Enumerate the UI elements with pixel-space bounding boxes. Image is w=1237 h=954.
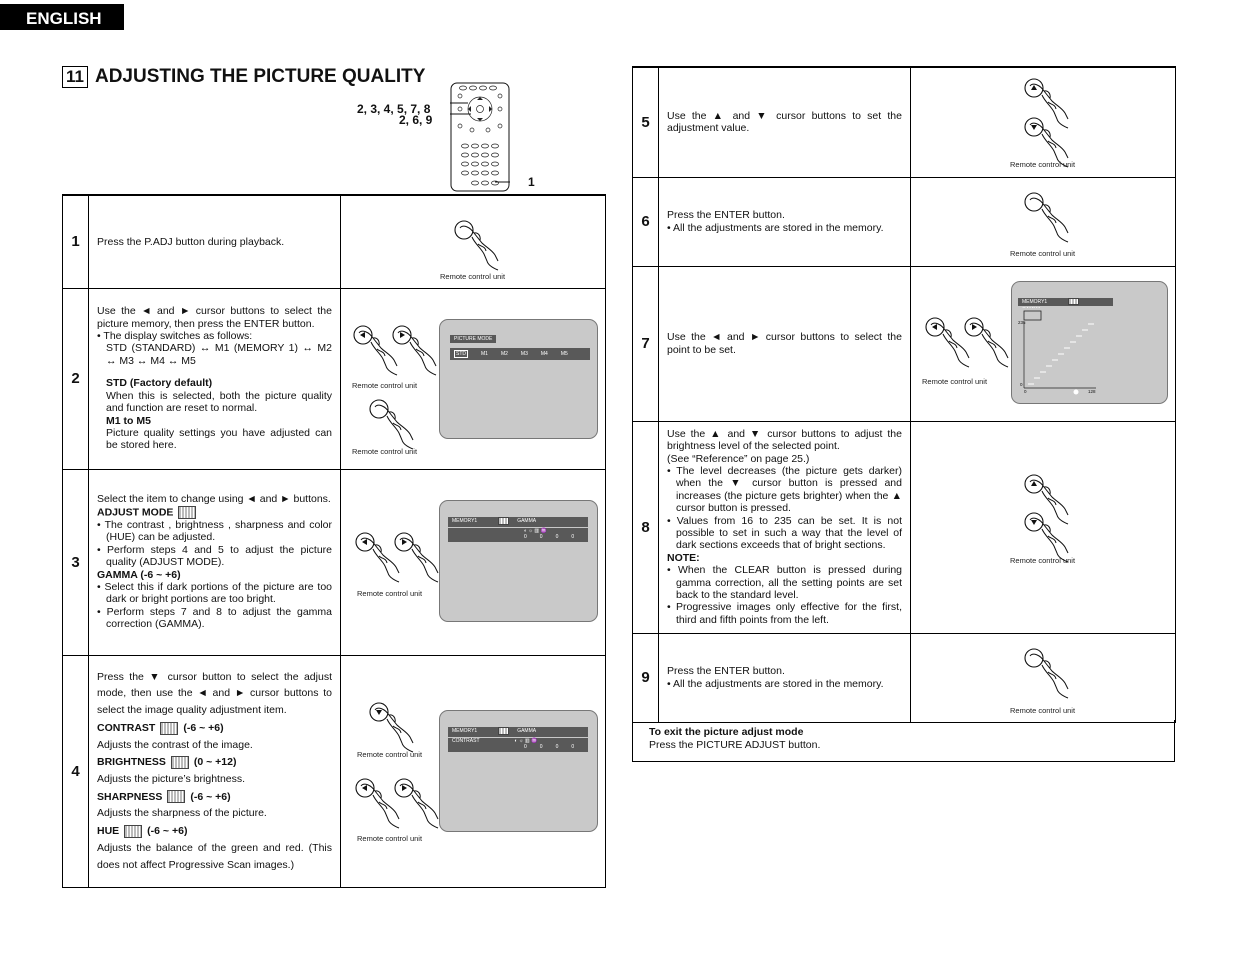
step-figure	[911, 633, 1176, 722]
step-figure	[911, 67, 1176, 177]
step-row-4	[63, 655, 606, 887]
figure-caption: Remote control unit	[440, 272, 506, 281]
step-description: Select the item to change using ◄ and ► buttons. ADJUST MODE • The contrast , brightness , sharpness and color (HUE) can be adjusted. • Perform steps 4 and 5 to adjust the picture quality (ADJUST MODE). GAMMA (-6 ~ +6) • Select this if dark portions of the picture are too dark or bright portions are too bright. • Perform steps 7 and 8 to adjust the gamma correction (GAMMA).	[89, 469, 341, 655]
step-row-8	[633, 421, 1176, 633]
step-description: Use the ◄ and ► cursor buttons to select the picture memory, then press the ENTER button. • The display switches as follows: STD (STANDARD) ↔ M1 (MEMORY 1) ↔ M2 ↔ M3 ↔ M4 ↔ M5 STD (Factory default) When this is selected, both the picture quality and function are reset to normal. M1 to M5 Picture quality settings you have adjusted can be stored here.	[89, 288, 341, 469]
osd-title: PICTURE MODE	[450, 335, 496, 343]
adjust-mode-icon	[178, 506, 196, 519]
language-tab: ENGLISH	[0, 4, 124, 30]
figure-caption: Remote control unit	[357, 588, 423, 598]
step-number: 6	[633, 177, 659, 266]
osd-tab-bar: MEMORY1 GAMMA	[448, 517, 588, 527]
step-description: Press the ▼ cursor button to select the adjust mode, then use the ◄ and ► cursor buttons to select the image quality adjustment item. CONTRAST (-6 ~ +6) Adjusts the contrast of the image. BRIGHTNESS (0 ~ +12) Adjusts the picture’s brightness. SHARPNESS (-6 ~ +6) Adjusts the sharpness of the picture. HUE (-6 ~ +6) Adjusts the balance of the green and red. (This does not affect Progressive Scan images.)	[89, 655, 341, 887]
brightness-icon	[171, 756, 189, 769]
step-number: 8	[633, 421, 659, 633]
step-number: 7	[633, 266, 659, 421]
step-row-5	[633, 67, 1176, 177]
gamma-y-max: 235	[1018, 319, 1026, 325]
gamma-x-max: 128	[1088, 388, 1096, 394]
finger-press-icon	[1018, 646, 1070, 702]
step-number: 2	[63, 288, 89, 469]
step-row-1	[63, 195, 606, 288]
page-title	[62, 66, 425, 88]
osd-screen-gamma	[1011, 281, 1168, 404]
osd-tab-bar: MEMORY1	[1018, 298, 1113, 306]
enter-press-icon	[363, 397, 415, 453]
figure-caption: Remote control unit	[922, 376, 988, 386]
step-row-6	[633, 177, 1176, 266]
contrast-icon	[160, 722, 178, 735]
figure-caption: Remote control unit	[357, 833, 423, 843]
right-arrow-press-icon	[386, 323, 438, 379]
right-arrow-press-icon	[388, 776, 440, 832]
figure-caption: Remote control unit	[357, 749, 423, 759]
osd-value-bar: CONTRAST ◐ ☼ ▥ ♒ 0 0 0 0	[448, 738, 588, 752]
exit-text: Press the PICTURE ADJUST button.	[649, 739, 821, 751]
osd-value-bar: ◐ ☼ ▥ ♒ 0 0 0 0	[448, 528, 588, 542]
step-row-3	[63, 469, 606, 655]
osd-screen-contrast	[439, 710, 598, 832]
callout-steps-a: 2, 3, 4, 5, 7, 8	[357, 102, 431, 116]
step-row-2	[63, 288, 606, 469]
step-number: 3	[63, 469, 89, 655]
exit-instructions	[632, 720, 1175, 762]
gamma-x-min: 0	[1024, 388, 1027, 394]
callout-step-one: 1	[528, 175, 535, 189]
hue-icon	[124, 825, 142, 838]
gamma-y-min: 0	[1020, 381, 1023, 387]
gamma-curve-graph	[1018, 308, 1098, 396]
step-row-7	[633, 266, 1176, 421]
step-figure	[911, 266, 1176, 421]
osd-screen-memory	[439, 500, 598, 622]
osd-picture-mode-bar: STD M1 M2 M3 M4 M5	[450, 348, 590, 360]
figure-caption: Remote control unit	[1010, 248, 1076, 258]
step-figure	[911, 421, 1176, 633]
step-description: Use the ▲ and ▼ cursor buttons to set the adjustment value.	[659, 67, 911, 177]
right-arrow-press-icon	[388, 530, 440, 586]
step-row-9	[633, 633, 1176, 722]
step-description: Press the ENTER button. • All the adjustments are stored in the memory.	[659, 177, 911, 266]
step-description: Use the ◄ and ► cursor buttons to select the point to be set.	[659, 266, 911, 421]
osd-tab-bar: MEMORY1 GAMMA	[448, 727, 588, 737]
osd-screen-picture-mode	[439, 319, 598, 439]
figure-caption: Remote control unit	[1010, 705, 1076, 715]
step-number: 9	[633, 633, 659, 722]
remote-control-illustration	[450, 82, 510, 192]
step-description: Press the ENTER button. • All the adjustments are stored in the memory.	[659, 633, 911, 722]
step-figure	[911, 177, 1176, 266]
right-arrow-press-icon	[958, 315, 1010, 371]
exit-title: To exit the picture adjust mode	[649, 726, 804, 738]
steps-table-left	[62, 194, 606, 888]
step-number: 1	[63, 195, 89, 288]
finger-press-icon	[448, 218, 500, 274]
figure-caption: Remote control unit	[1010, 555, 1076, 565]
figure-caption: Remote control unit	[352, 380, 418, 390]
step-number: 4	[63, 655, 89, 887]
figure-caption: Remote control unit	[1010, 160, 1076, 169]
finger-press-icon	[1018, 190, 1070, 246]
step-description: Use the ▲ and ▼ cursor buttons to adjust the brightness level of the selected point. (See “Reference” on page 25.) • The level decreases (the picture gets darker) when the ▼ cursor button is pressed and increases (the picture gets brighter) when the ▲ cursor button is pressed. • Values from 16 to 235 can be set. It is not possible to set in such a way that the level of dark sections exceeds that of bright sections. NOTE: • When the CLEAR button is pressed during gamma correction, all the setting points are set back to the standard level. • Progressive images only effective for the first, third and fifth points from the left.	[659, 421, 911, 633]
section-title: ADJUSTING THE PICTURE QUALITY	[94, 66, 426, 87]
step-figure	[341, 288, 606, 469]
step-figure	[341, 469, 606, 655]
sharpness-icon	[167, 790, 185, 803]
step-figure	[341, 655, 606, 887]
callout-steps-b: 2, 6, 9	[399, 113, 433, 127]
figure-caption: Remote control unit	[352, 446, 418, 456]
step-figure	[341, 195, 606, 288]
step-description: Press the P.ADJ button during playback.	[89, 195, 341, 288]
section-number: 11	[62, 66, 88, 88]
step-number: 5	[633, 67, 659, 177]
down-arrow-press-icon	[363, 700, 415, 756]
steps-table-right	[632, 66, 1176, 723]
